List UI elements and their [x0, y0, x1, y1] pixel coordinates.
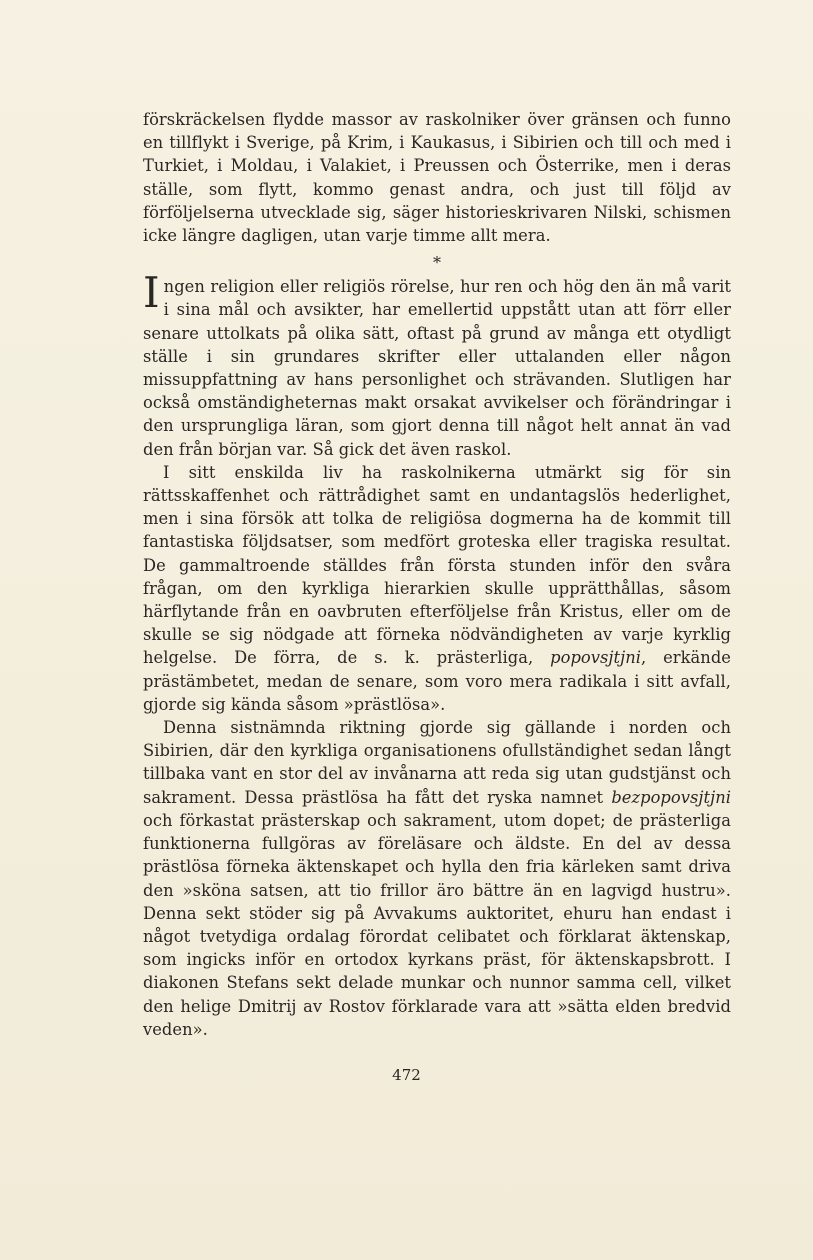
body-text: [143, 108, 731, 1041]
paragraph-text-part: I sitt enskilda liv ha raskolnikerna utmärkt sig för sin rättsskaffenhet och rättrådighet samt en undantagslös hederlighet, men i sina försök att tolka de religiösa dogmerna ha de kommit till fantastiska följdsatser, som medfört groteska eller tragiska resultat. De gammaltroende ställdes från första stunden inför den svåra frågan, om den kyrkliga hierarkien skulle upprätthållas, såsom härflytande från en oavbruten efterföljelse från Kristus, eller om de skulle se sig nödgade att förneka nödvändigheten av varje kyrklig helgelse. De förra, de s. k. prästerliga,: [143, 462, 731, 668]
paragraph-section-start-text: ngen religion eller religiös rörelse, hur ren och hög den än må varit i sina mål och avsikter, har emellertid uppstått utan att förr eller senare uttolkats på olika sätt, oftast på grund av många ett otydligt ställe i sin grundares skrifter eller uttalanden eller någon missuppfattning av hans personlighet och strävanden. Slutligen har också omständigheternas makt orsakat avvikelser och förändringar i den ursprungliga läran, som gjort denna till något helt annat än vad den från början var. Så gick det även raskol.: [143, 277, 731, 459]
drop-cap-initial: I: [143, 268, 160, 318]
paragraph-priestless: [143, 716, 731, 1041]
paragraph-text-part: , erkände prästämbetet, medan de senare, som voro mera radikala i sitt avfall, gjorde sig kända såsom »prästlösa».: [143, 648, 731, 714]
italic-term-bezpopovsjtjni: bezpopovsjtjni: [611, 787, 731, 807]
paragraph-section-start: [143, 268, 731, 461]
paragraph-text-part: och förkastat prästerskap och sakrament, utom dopet; de prästerliga funktionerna fullgöras av föreläsare och äldste. En del av dessa prästlösa förneka äktenskapet och hylla den fria kärleken samt driva den »sköna satsen, att tio frillor äro bättre än en lagvigd hustru». Denna sekt stöder sig på Avvakums auktoritet, ehuru han endast i något tvetydiga ordalag förordat celibatet och förklarat äktenskap, som ingicks inför en ortodox kyrkans präst, för äktenskapsbrott. I diakonen Stefans sekt delade munkar och nunnor samma cell, vilket den helige Dmitrij av Rostov förklarade vara att »sätta elden bredvid veden».: [143, 810, 731, 1039]
paragraph-text-part: Denna sistnämnda riktning gjorde sig gällande i norden och Sibirien, där den kyrkliga organisationens ofullständighet sedan långt tillbaka vant en stor del av invånarna att reda sig utan gudstjänst och sakrament. Dessa prästlösa ha fått det ryska namnet: [143, 718, 731, 807]
italic-term-popovsjtjni: popovsjtjni: [550, 648, 642, 668]
page-number: 472: [392, 1066, 421, 1084]
section-separator: *: [432, 253, 442, 273]
paragraph-raskolniker-life: [143, 461, 731, 716]
paragraph-continuation: förskräckelsen flydde massor av raskolniker över gränsen och funno en tillflykt i Sverige, på Krim, i Kaukasus, i Sibirien och till och med i Turkiet, i Moldau, i Valakiet, i Preussen och Österrike, men i deras ställe, som flytt, kommo genast andra, och just till följd av förföljelserna utvecklade sig, säger historieskrivaren Nilski, schismen icke längre dagligen, utan varje timme allt mera.: [143, 110, 731, 246]
